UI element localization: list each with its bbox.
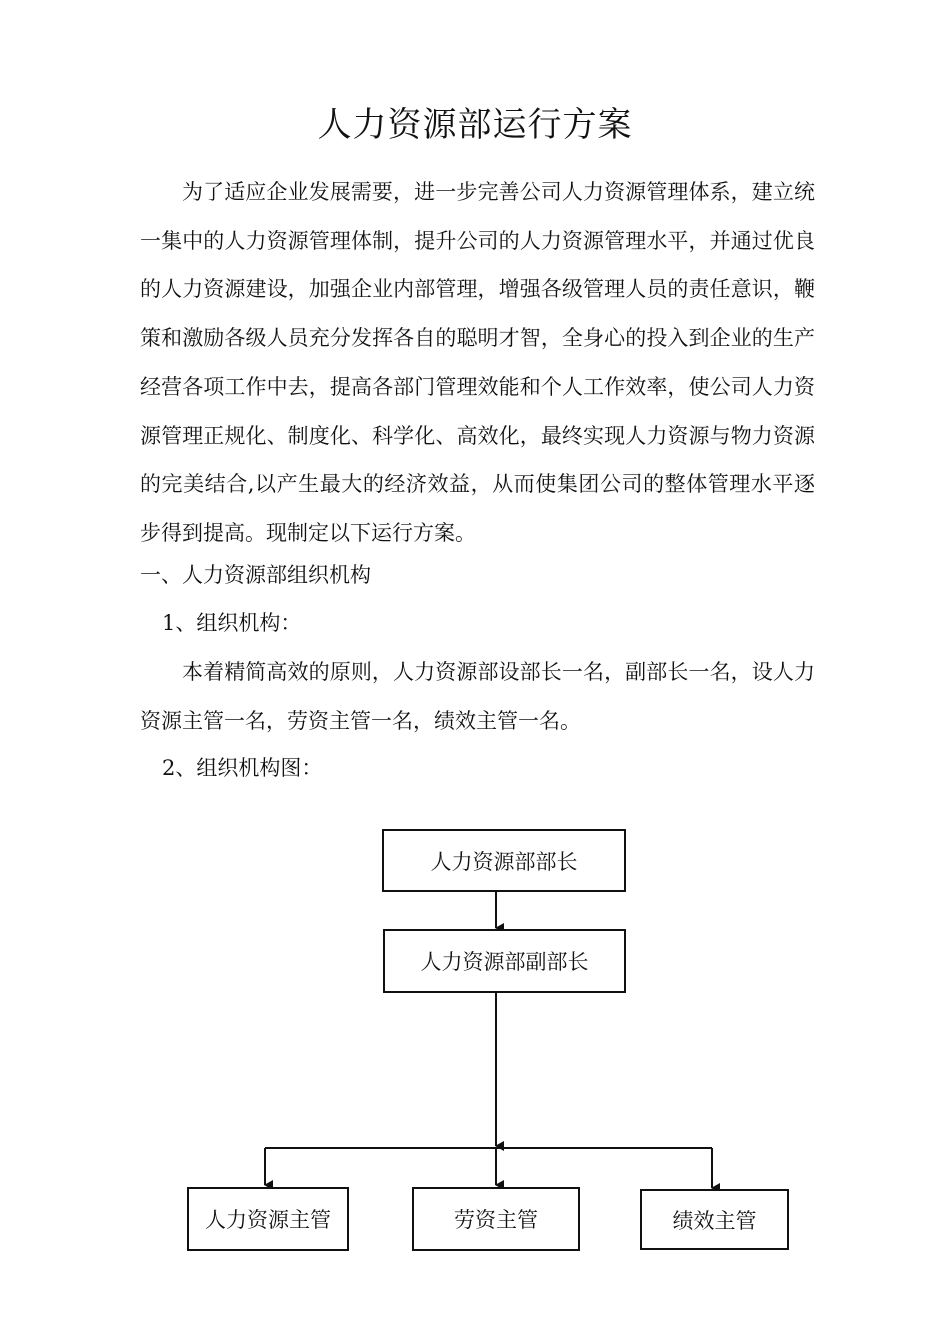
- org-box-labor-supervisor: 劳资主管: [412, 1187, 580, 1251]
- org-box-hr-supervisor: 人力资源主管: [187, 1187, 349, 1251]
- document-title: 人力资源部运行方案: [317, 105, 633, 145]
- subsection-heading-2: 2、组织机构图：: [162, 756, 323, 780]
- org-box-deputy: 人力资源部副部长: [383, 929, 626, 993]
- section-heading: 一、人力资源部组织机构: [140, 563, 371, 587]
- intro-paragraph: 为了适应企业发展需要，进一步完善公司人力资源管理体系，建立统一集中的人力资源管理体制，提升公司的人力资源管理水平，并通过优良的人力资源建设，加强企业内部管理，增强各级管理人员的责任意识，鞭策和激励各级人员充分发挥各自的聪明才智，全身心的投入到企业的生产经营各项工作中去，提高各部门管理效能和个人工作效率，使公司人力资源管理正规化、制度化、科学化、高效化，最终实现人力资源与物力资源的完美结合,以产生最大的经济效益，从而使集团公司的整体管理水平逐步得到提高。现制定以下运行方案。: [140, 180, 815, 545]
- org-box-head: 人力资源部部长: [382, 829, 626, 892]
- subsection-1-text: 本着精简高效的原则，人力资源部设部长一名，副部长一名，设人力资源主管一名，劳资主管一名，绩效主管一名。: [140, 660, 815, 733]
- org-box-performance-supervisor: 绩效主管: [640, 1189, 789, 1250]
- subsection-heading-1: 1、组织机构：: [162, 611, 302, 635]
